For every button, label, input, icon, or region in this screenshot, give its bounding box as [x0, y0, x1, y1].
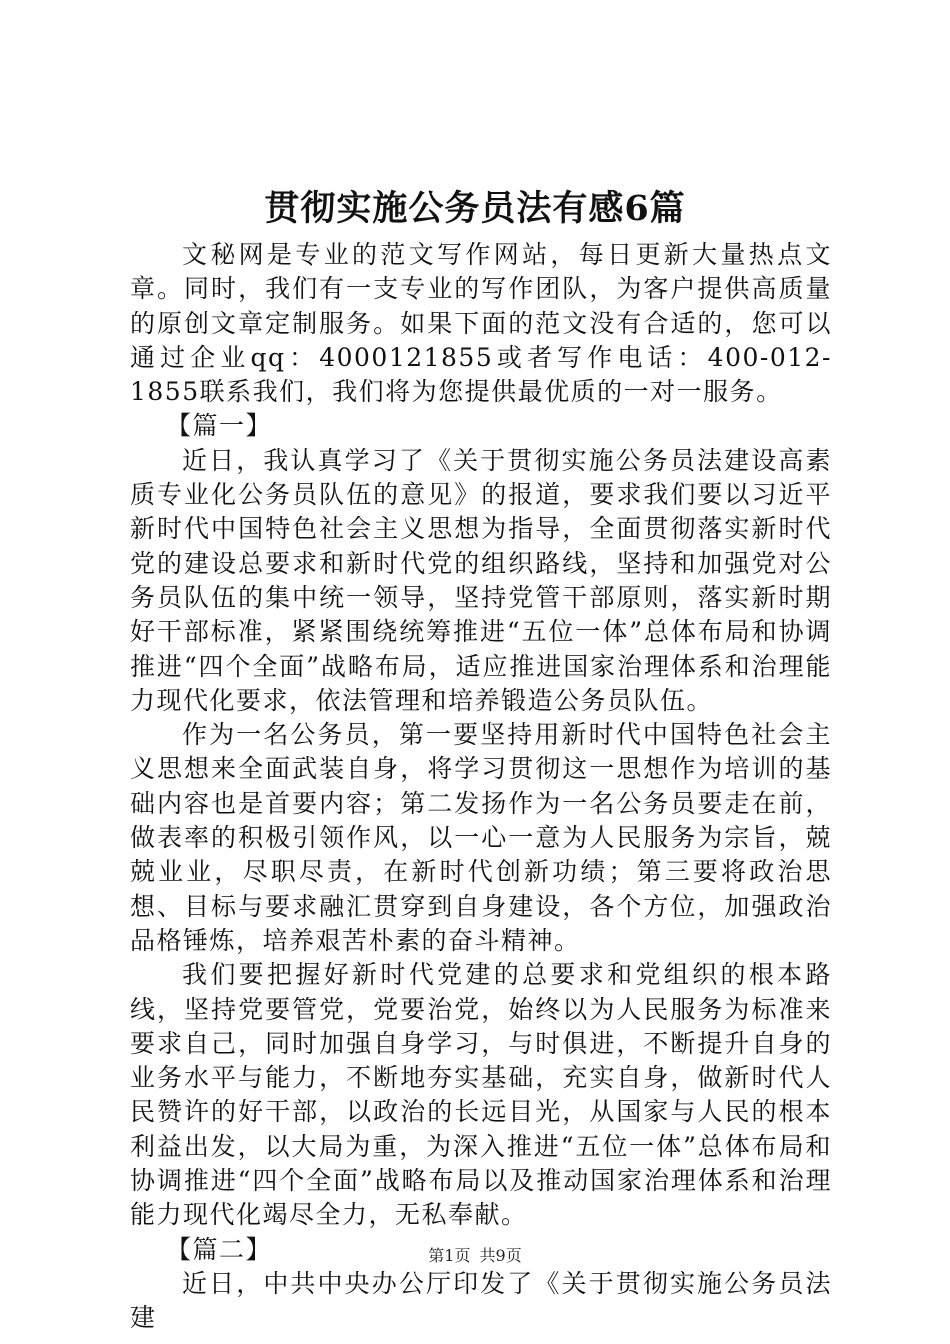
section-heading-1: 【篇一】: [166, 411, 273, 441]
paragraph: 近日，我认真学习了《关于贯彻实施公务员法建设高素质专业化公务员队伍的意见》的报道，要求我们要以习近平新时代中国特色社会主义思想为指导，全面贯彻落实新时代党的建设总要求和新时代党的组织路线，坚持和加强党对公务员队伍的集中统一领导，坚持党管干部原则，落实新时期好干部标准，紧紧围绕统筹推进“五位一体”总体布局和协调推进“四个全面”战略布局，适应推进国家治理体系和治理能力现代化要求，依法管理和培养锻造公务员队伍。: [130, 445, 832, 715]
paragraph: 作为一名公务员，第一要坚持用新时代中国特色社会主义思想来全面武装自身，将学习贯彻这一思想作为培训的基础内容也是首要内容；第二发扬作为一名公务员要走在前，做表率的积极引领作风，以一心一意为人民服务为宗旨，兢兢业业，尽职尽责，在新时代创新功绩；第三要将政治思想、目标与要求融汇贯穿到自身建设，各个方位，加强政治品格锤炼，培养艰苦朴素的奋斗精神。: [130, 720, 832, 955]
document-body: [130, 238, 832, 1336]
page-footer: [0, 1243, 950, 1266]
paragraph-intro: 文秘网是专业的范文写作网站，每日更新大量热点文章。同时，我们有一支专业的写作团队，为客户提供高质量的原创文章定制服务。如果下面的范文没有合适的，您可以通过企业qq：4000121855或者写作电话：400-012-1855联系我们，我们将为您提供最优质的一对一服务。: [130, 240, 832, 407]
paragraph: 我们要把握好新时代党建的总要求和党组织的根本路线，坚持党要管党，党要治党，始终以为人民服务为标准来要求自己，同时加强自身学习，与时俱进，不断提升自身的业务水平与能力，不断地夯实基础，充实自身，做新时代人民赞许的好干部，以政治的长远目光，从国家与人民的根本利益出发，以大局为重，为深入推进“五位一体”总体布局和协调推进“四个全面”战略布局以及推动国家治理体系和治理能力现代化竭尽全力，无私奉献。: [130, 960, 832, 1230]
page-total: 共9页: [479, 1246, 522, 1265]
paragraph: 近日，中共中央办公厅印发了《关于贯彻实施公务员法建: [130, 1268, 832, 1333]
section-heading-2: 【篇二】: [166, 1234, 273, 1264]
document-title: 贯彻实施公务员法有感6篇: [264, 188, 686, 229]
page-number: 第1页: [428, 1246, 471, 1265]
